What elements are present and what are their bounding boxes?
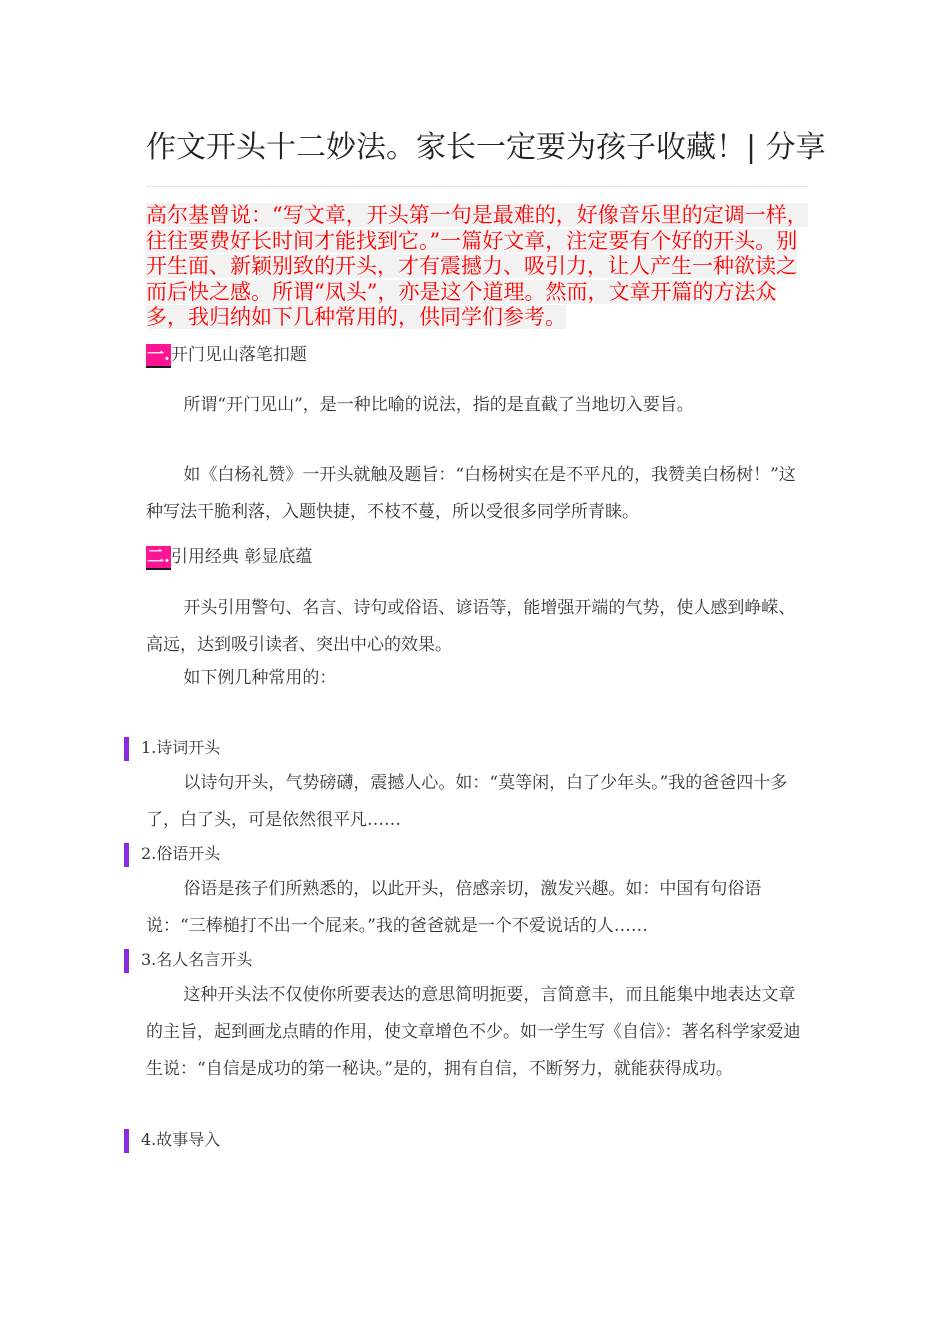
accent-bar — [124, 737, 129, 761]
paragraph: 以诗句开头，气势磅礴，震撼人心。如：“莫等闲，白了少年头。”我的爸爸四十多了，白了头，可是依然很平凡…… — [146, 773, 788, 830]
subsection-heading-3 — [124, 947, 252, 973]
paragraph: 俗语是孩子们所熟悉的，以此开头，倍感亲切，激发兴趣。如：中国有句俗语说：“三棒槌打不出一个屁来。”我的爸爸就是一个不爱说话的人…… — [146, 879, 762, 936]
section-title: 引用经典 彰显底蕴 — [170, 547, 313, 567]
section-heading-2 — [146, 545, 312, 570]
intro-text: 高尔基曾说：“写文章，开头第一句是最难的，好像音乐里的定调一样，往往要费好长时间才能找到它。”一篇好文章，注定要有个好的开头。别开生面、新颖别致的开头，才有震撼力、吸引力，让人产生一种欲读之而后快之感。所谓“凤头”，亦是这个道理。然而，文章开篇的方法众多，我归纳如下几种常用的，供同学们参考。 — [146, 203, 808, 329]
accent-bar — [124, 949, 129, 973]
subsection-heading-1 — [124, 735, 220, 761]
subsection-heading-4 — [124, 1127, 220, 1153]
article-title: 作文开头十二妙法。家长一定要为孩子收藏！| 分享 — [146, 130, 826, 165]
title-divider — [146, 186, 808, 187]
subsection-label: 3.名人名言开头 — [141, 950, 253, 969]
paragraph: 这种开头法不仅使你所要表达的意思简明扼要，言简意丰，而且能集中地表达文章的主旨，起到画龙点睛的作用，使文章增色不少。如一学生写《自信》：著名科学家爱迪生说：“自信是成功的第一秘诀。”是的，拥有自信，不断努力，就能获得成功。 — [146, 985, 801, 1079]
section-number: 一. — [146, 344, 171, 368]
section-title: 开门见山落笔扣题 — [170, 345, 307, 365]
paragraph: 如下例几种常用的： — [183, 668, 337, 688]
paragraph: 所谓“开门见山”，是一种比喻的说法，指的是直截了当地切入要旨。 — [183, 395, 694, 415]
section-heading-1 — [146, 343, 307, 368]
paragraph: 开头引用警句、名言、诗句或俗语、谚语等，能增强开端的气势，使人感到峥嵘、高远，达到吸引读者、突出中心的效果。 — [146, 598, 796, 655]
intro-paragraph — [146, 203, 808, 331]
subsection-label: 2.俗语开头 — [141, 844, 221, 863]
subsection-label: 4.故事导入 — [141, 1130, 221, 1149]
subsection-heading-2 — [124, 841, 220, 867]
accent-bar — [124, 843, 129, 867]
subsection-label: 1.诗词开头 — [141, 738, 221, 757]
section-number: 二. — [146, 546, 171, 570]
accent-bar — [124, 1129, 129, 1153]
paragraph: 如《白杨礼赞》一开头就触及题旨：“白杨树实在是不平凡的，我赞美白杨树！”这种写法干脆利落，入题快捷，不枝不蔓，所以受很多同学所青睐。 — [146, 465, 796, 522]
